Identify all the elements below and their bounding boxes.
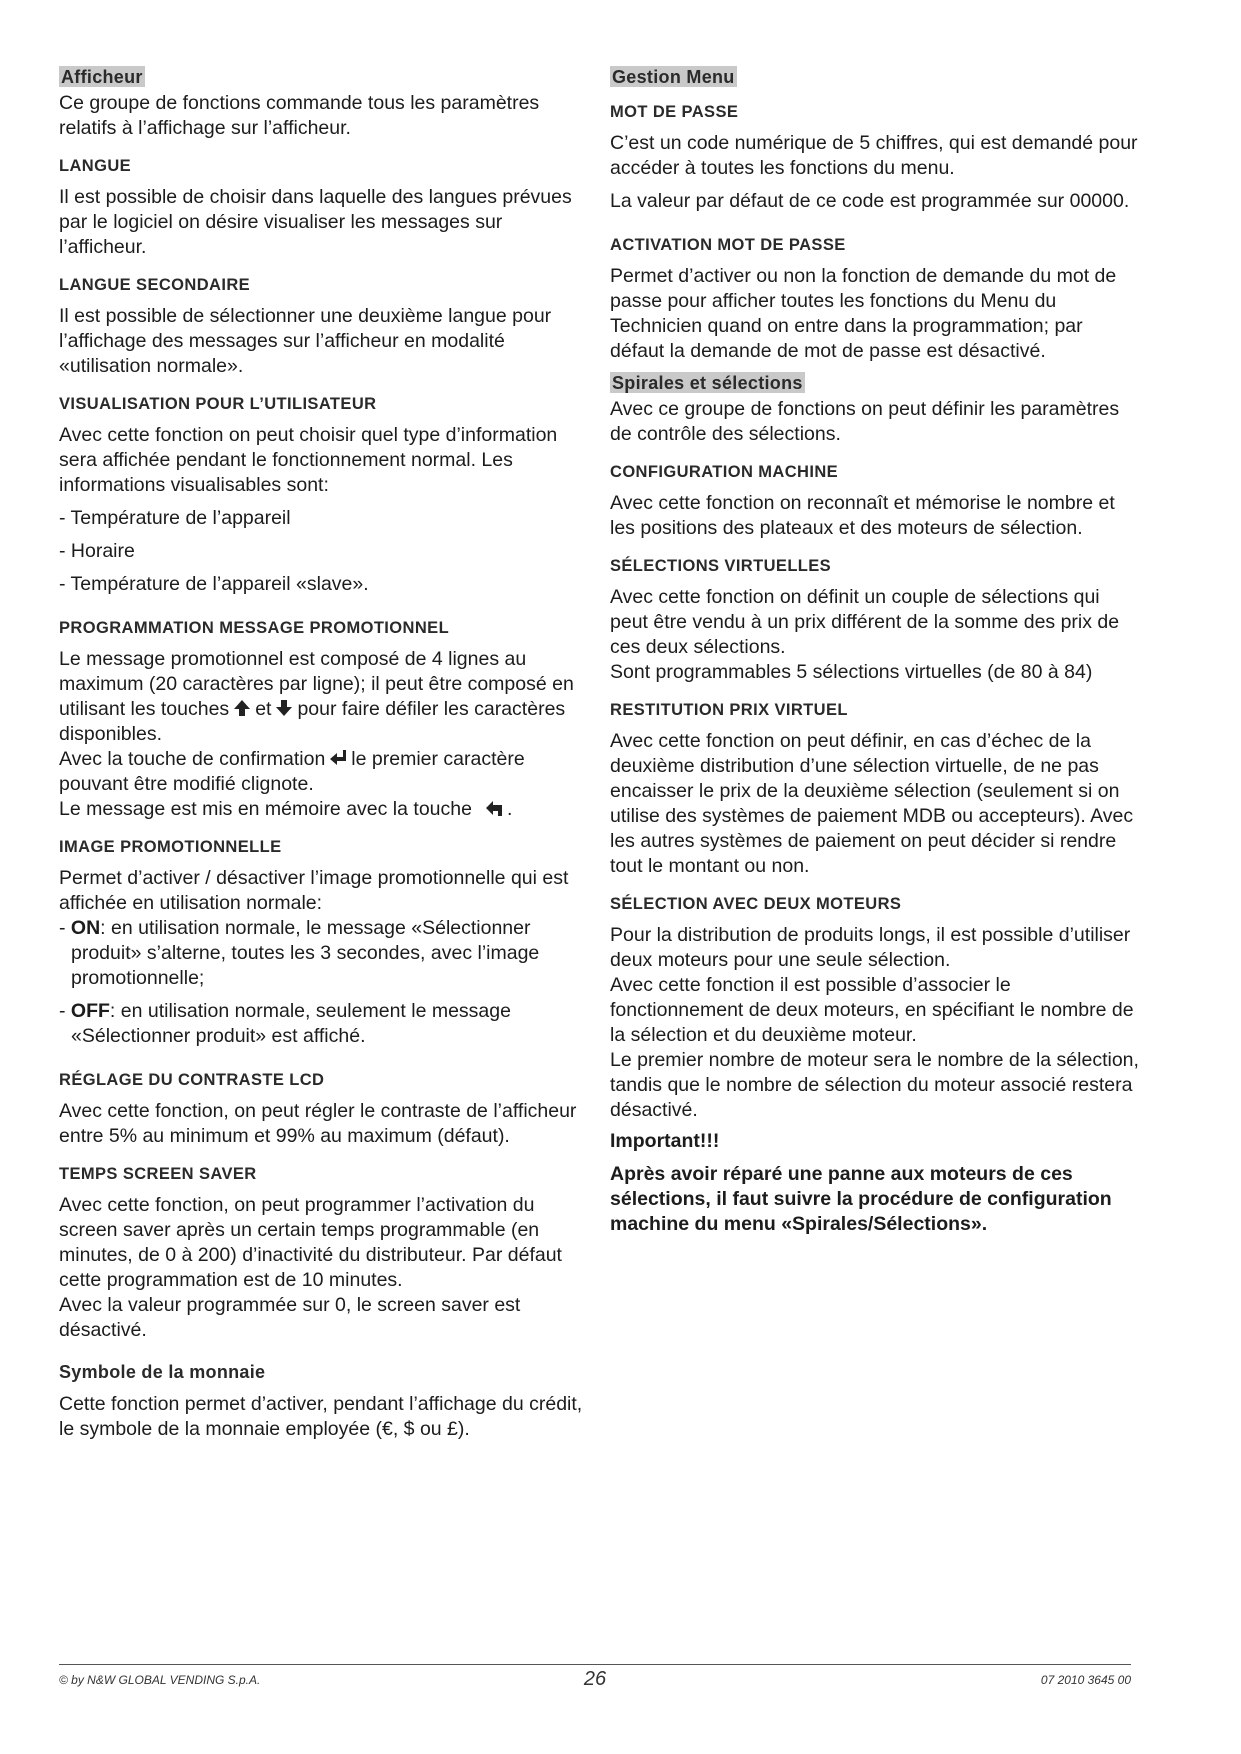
langue-secondaire-text: Il est possible de sélectionner une deuxième langue pour l’affichage des messages sur l’afficheur en modalité «utilisation normale».: [59, 305, 552, 377]
heading-visualisation: VISUALISATION POUR L’UTILISATEUR: [59, 395, 377, 413]
visualisation-item: - Horaire: [59, 540, 135, 562]
section-title-monnaie: Symbole de la monnaie: [59, 1362, 266, 1382]
left-column: [59, 66, 589, 1442]
heading-langue-secondaire: LANGUE SECONDAIRE: [59, 276, 251, 294]
configuration-text: Avec cette fonction on reconnaît et mémorise le nombre et les positions des plateaux et des moteurs de sélection.: [610, 492, 1115, 539]
image-promo-on: - ON: en utilisation normale, le message «Sélectionner produit» s’alterne, toutes les 3 secondes, avec l’image promotionnelle;: [59, 917, 540, 989]
image-promo-text: Permet d’activer / désactiver l’image promotionnelle qui est affichée en utilisation normale:: [59, 867, 569, 914]
section-afficheur: [59, 66, 589, 1343]
spirales-intro: Avec ce groupe de fonctions on peut définir les paramètres de contrôle des sélections.: [610, 398, 1120, 445]
screen-saver-text-2: Avec la valeur programmée sur 0, le screen saver est désactivé.: [59, 1294, 521, 1341]
important-text: Après avoir réparé une panne aux moteurs de ces sélections, il faut suivre la procédure de configuration machine du menu «Spirales/Sélections».: [610, 1163, 1112, 1235]
langue-text: Il est possible de choisir dans laquelle des langues prévues par le logiciel on désire visualiser les messages sur l’afficheur.: [59, 186, 572, 258]
restitution-text: Avec cette fonction on peut définir, en cas d’échec de la deuxième distribution d’une sélection virtuelle, de ne pas encaisser le prix de la deuxième sélection (seulement si on utilise des systèmes de paiement MDB ou accepteurs). Avec les autres systèmes de paiement on peut décider si rendre tout le montant ou non.: [610, 730, 1134, 877]
back-arrow-icon: [484, 798, 504, 818]
important-label: Important!!!: [610, 1130, 720, 1152]
mot-de-passe-text-1: C’est un code numérique de 5 chiffres, qui est demandé pour accéder à toutes les fonctions du menu.: [610, 132, 1138, 179]
page-footer: [59, 1664, 1131, 1690]
section-title-spirales: Spirales et sélections: [612, 373, 803, 393]
heading-activation-mot-de-passe: ACTIVATION MOT DE PASSE: [610, 236, 846, 254]
footer-copyright: © by N&W GLOBAL VENDING S.p.A.: [59, 1673, 261, 1687]
heading-image-promotionnelle: IMAGE PROMOTIONNELLE: [59, 838, 282, 856]
right-column: [610, 66, 1140, 1237]
promo-paragraph-2: Avec la touche de confirmation le premier caractère pouvant être modifié clignote.: [59, 748, 525, 795]
screen-saver-text-1: Avec cette fonction, on peut programmer l’activation du screen saver après un certain temps programmable (en minutes, de 0 à 200) d’inactivité du distributeur. Par défaut cette programmation est de 10 minutes.: [59, 1194, 562, 1291]
virtuelles-text-2: Sont programmables 5 sélections virtuelles (de 80 à 84): [610, 661, 1093, 683]
heading-selections-virtuelles: SÉLECTIONS VIRTUELLES: [610, 557, 832, 575]
visualisation-text: Avec cette fonction on peut choisir quel type d’information sera affichée pendant le fonctionnement normal. Les informations visualisables sont:: [59, 424, 558, 496]
arrow-up-icon: [232, 698, 252, 718]
heading-deux-moteurs: SÉLECTION AVEC DEUX MOTEURS: [610, 895, 902, 913]
footer-doc-code: 07 2010 3645 00: [1040, 1673, 1131, 1687]
section-title-afficheur: Afficheur: [61, 67, 143, 87]
section-gestion-menu: [610, 66, 1140, 364]
heading-langue: LANGUE: [59, 157, 132, 175]
deux-moteurs-text-1: Pour la distribution de produits longs, il est possible d’utiliser deux moteurs pour une seule sélection.: [610, 924, 1131, 971]
activation-text: Permet d’activer ou non la fonction de demande du mot de passe pour afficher toutes les fonctions du Menu du Technicien quand on entre dans la programmation; par défaut la demande de mot de passe est désactivé.: [610, 265, 1117, 362]
afficheur-intro: Ce groupe de fonctions commande tous les paramètres relatifs à l’affichage sur l’afficheur.: [59, 92, 540, 139]
section-title-gestion-menu: Gestion Menu: [612, 67, 735, 87]
visualisation-item: - Température de l’appareil: [59, 507, 291, 529]
virtuelles-text-1: Avec cette fonction on définit un couple de sélections qui peut être vendu à un prix différent de la somme des prix de ces deux sélections.: [610, 586, 1120, 658]
section-spirales: [610, 372, 1140, 1237]
enter-icon: [328, 748, 348, 768]
promo-paragraph-1: Le message promotionnel est composé de 4 lignes au maximum (20 caractères par ligne); il peut être composé en utilisant les touches et pour faire défiler les caractères disponibles.: [59, 648, 574, 745]
monnaie-text: Cette fonction permet d’activer, pendant l’affichage du crédit, le symbole de la monnaie employée (€, $ ou £).: [59, 1393, 583, 1440]
arrow-down-icon: [274, 698, 294, 718]
heading-mot-de-passe: MOT DE PASSE: [610, 103, 739, 121]
mot-de-passe-text-2: La valeur par défaut de ce code est programmée sur 00000.: [610, 190, 1130, 212]
image-promo-off: - OFF: en utilisation normale, seulement le message «Sélectionner produit» est affiché.: [59, 1000, 511, 1047]
heading-configuration-machine: CONFIGURATION MACHINE: [610, 463, 839, 481]
heading-restitution-prix: RESTITUTION PRIX VIRTUEL: [610, 701, 848, 719]
contraste-text: Avec cette fonction, on peut régler le contraste de l’afficheur entre 5% au minimum et 99% au maximum (défaut).: [59, 1100, 577, 1147]
deux-moteurs-text-3: Le premier nombre de moteur sera le nombre de la sélection, tandis que le nombre de sélection du moteur associé restera désactivé.: [610, 1049, 1139, 1121]
heading-contraste: RÉGLAGE DU CONTRASTE LCD: [59, 1071, 325, 1089]
visualisation-item: - Température de l’appareil «slave».: [59, 573, 369, 595]
promo-paragraph-3: Le message est mis en mémoire avec la touche .: [59, 798, 513, 820]
deux-moteurs-text-2: Avec cette fonction il est possible d’associer le fonctionnement de deux moteurs, en spécifiant le nombre de la sélection et du deuxième moteur.: [610, 974, 1134, 1046]
page-number: 26: [583, 1668, 607, 1690]
heading-programmation-message: PROGRAMMATION MESSAGE PROMOTIONNEL: [59, 619, 450, 637]
heading-screen-saver: TEMPS SCREEN SAVER: [59, 1165, 257, 1183]
section-monnaie: [59, 1361, 589, 1442]
